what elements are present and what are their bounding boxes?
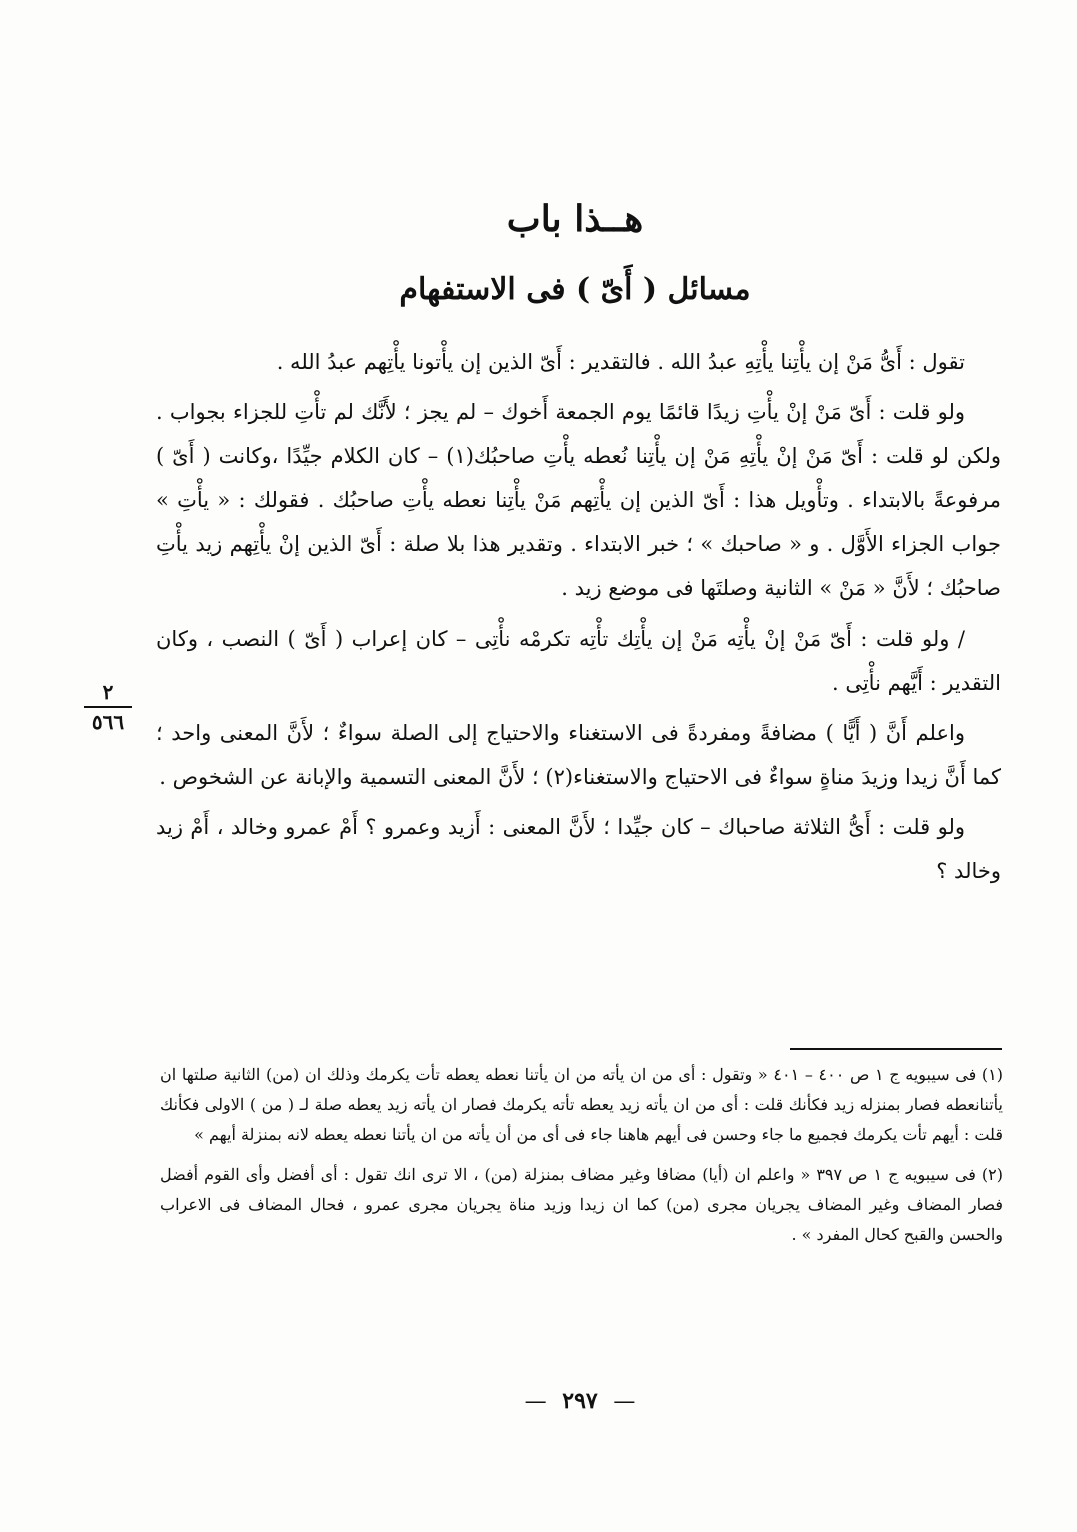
margin-original-page-number: ٥٦٦ — [91, 710, 125, 734]
footnote-separator — [790, 1048, 1002, 1050]
page-number-dash: — — [524, 1389, 547, 1414]
paragraph: / ولو قلت : أَىّ مَنْ إنْ يأْتِه مَنْ إن يأْتِك تأْتِه تكرمْه نأْتِى – كان إعراب ( أَىّ ) النصب ، وكان التقدير : أَيَّهم نأْتِى . — [156, 626, 1001, 695]
page-number-footer — [0, 1388, 1077, 1414]
chapter-title: هــذا باب — [506, 198, 644, 240]
margin-volume-number: ٢ — [84, 680, 132, 708]
footnote: (١) فى سيبويه ج ١ ص ٤٠٠ – ٤٠١ « وتقول : أى من ان يأته من ان يأتنا نعطه يعطه تأت يكرمك وذلك ان (من) الثانية صلتها ان يأتنانعطه فصار بمنزله زيد فكأنك قلت : أى من ان يأته زيد يعطه تأته يكرمك فصار ان يأته زيد يعطه صلة لـ ( من ) الاولى فكأنك قلت : أيهم تأت يكرمك فجميع ما جاء وحسن فى أيهم هاهنا جاء فى أى من أن يأته من ان يأتنا نعطه يعطه لانه بمنزلة أيهم » — [160, 1065, 1004, 1145]
page-number-dash: — — [613, 1389, 636, 1414]
paragraph: تقول : أَىُّ مَنْ إن يأْتِنا يأْتِهِ عبدُ الله . فالتقدير : أَىّ الذين إن يأْتونا يأْتِهم عبدُ الله . — [276, 350, 965, 374]
margin-page-reference — [84, 680, 132, 734]
paragraph: واعلم أَنَّ ( أَيًّا ) مضافةً ومفردةً فى الاستغناء والاحتياج إلى الصلة سواءٌ ؛ لأَنَّ المعنى واحد ؛ كما أَنَّ زيدا وزيدَ مناةٍ سواءٌ فى الاحتياج والاستغناء(٢) ؛ لأَنَّ المعنى التسمية والإبانة عن الشخوص . — [156, 720, 1001, 789]
footnotes — [160, 1060, 1003, 1260]
paragraph: ولو قلت : أَىُّ الثلاثة صاحباك – كان جيِّدا ؛ لأَنَّ المعنى : أَزيد وعمرو ؟ أَمْ عمرو وخالد ، أَمْ زيد وخالد ؟ — [156, 814, 1001, 884]
paragraph: ولو قلت : أَىّ مَنْ إنْ يأْتِ زيدًا قائمًا يوم الجمعة أَخوك – لم يجز ؛ لأَنَّك لم تأْتِ للجزاء بجواب . ولكن لو قلت : أَىّ مَنْ إنْ يأْتِهِ مَنْ إن يأْتِنا نُعطه يأْتِ صاحبُك(١) – كان الكلام جيِّدًا ،وكانت ( أَىّ ) مرفوعةً بالابتداء . وتأْويل هذا : أَىّ الذين إن يأْتِهم مَنْ يأْتِنا نعطه يأْتِ صاحبُك . فقولك : « يأْتِ » جواب الجزاء الأَوَّل . و « صاحبك » ؛ خبر الابتداء . وتقدير هذا بلا صلة : أَىّ الذين إنْ يأْتِهم زيد يأْتِ صاحبُك ؛ لأَنَّ « مَنْ » الثانية وصلتَها فى موضع زيد . — [156, 400, 1002, 601]
chapter-subtitle: مسائل ( أَىّ ) فى الاستفهام — [399, 272, 751, 307]
footnote: (٢) فى سيبويه ج ١ ص ٣٩٧ « واعلم ان (أيا) مضافا وغير مضاف بمنزلة (من) ، الا ترى انك تقول : أى أفضل وأى القوم أفضل فصار المضاف وغير المضاف يجريان مجرى (من) كما ان زيدا وزيد مناة يجريان مجرى عمرو ، فحال المضاف فى الاعراب والحسن والقبح كحال المفرد » . — [160, 1165, 1004, 1245]
page-number: ٢٩٧ — [562, 1388, 598, 1414]
main-text — [156, 340, 1001, 899]
